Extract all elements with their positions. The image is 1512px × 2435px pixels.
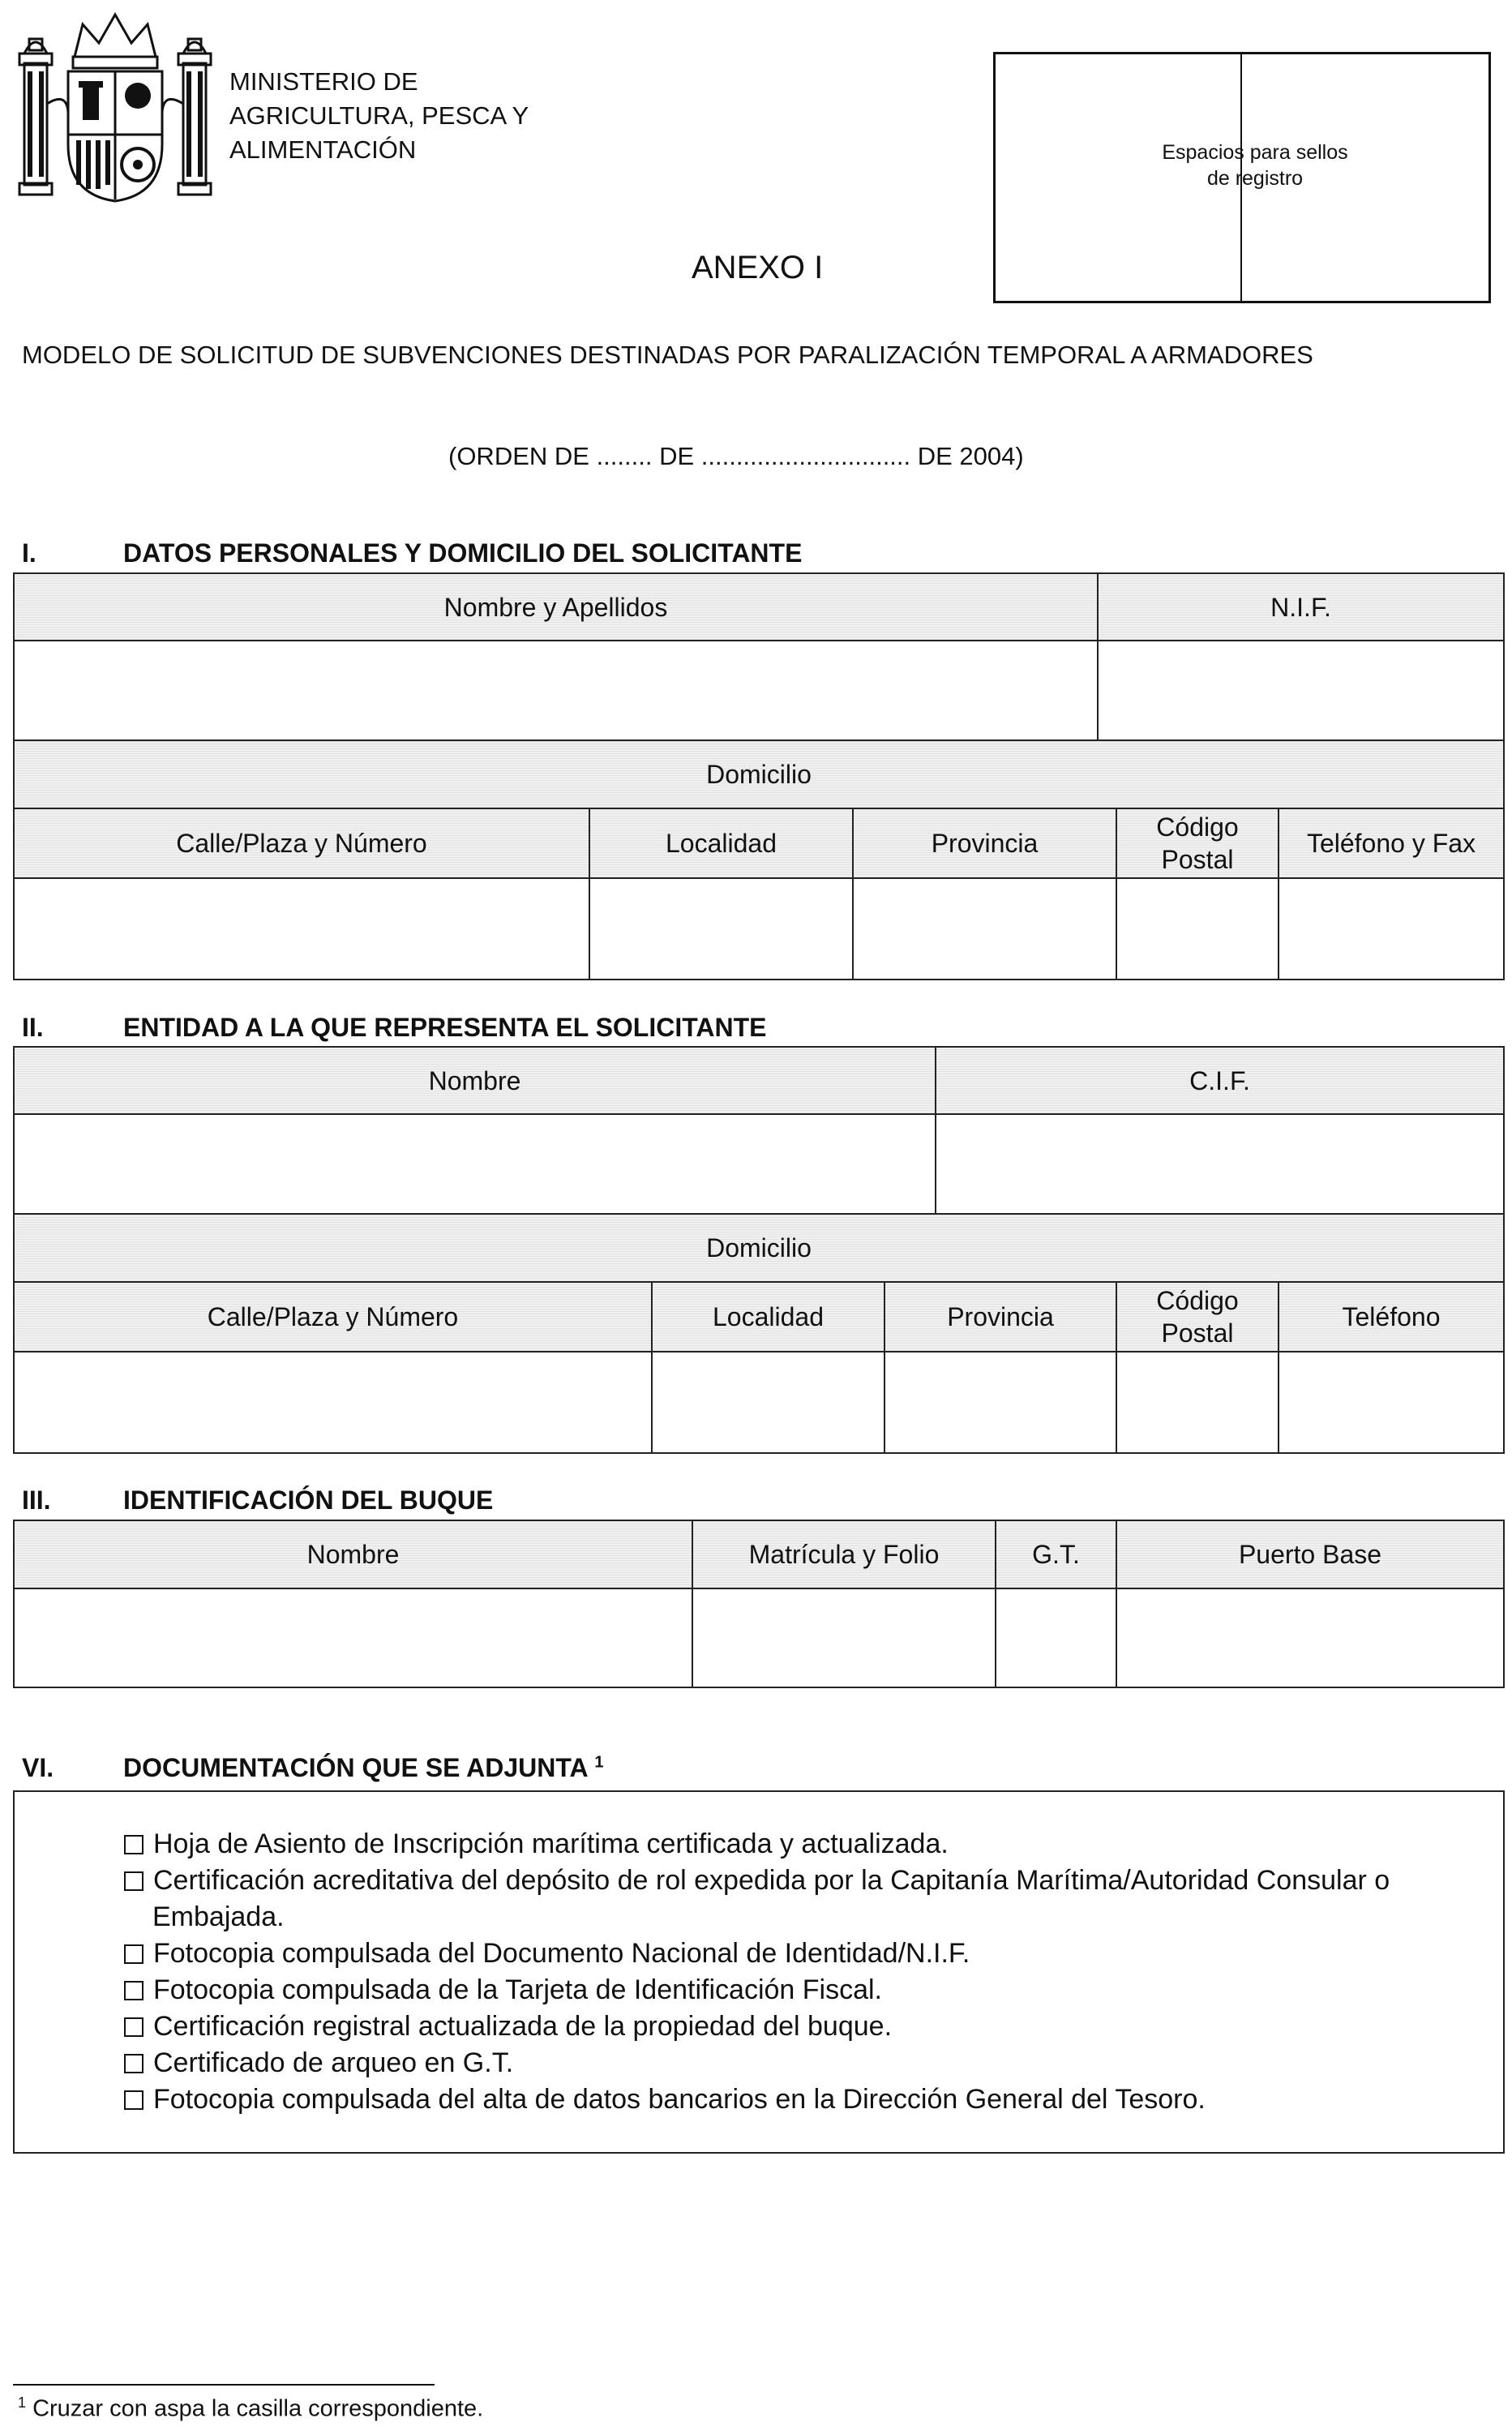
document-item-2[interactable] <box>124 1863 1390 1899</box>
applicant-street-field[interactable] <box>13 877 590 980</box>
checkbox-icon[interactable] <box>124 1835 143 1854</box>
vessel-registration-field[interactable] <box>692 1588 996 1688</box>
entity-province-field[interactable] <box>884 1351 1117 1454</box>
entity-name-header: Nombre <box>13 1046 936 1115</box>
document-item-6-label: Certificado de arqueo en G.T. <box>153 2047 514 2078</box>
entity-street-field[interactable] <box>13 1351 653 1454</box>
applicant-street-header: Calle/Plaza y Número <box>13 808 590 879</box>
footnote-number: 1 <box>18 2394 27 2411</box>
document-item-2-label: Certificación acreditativa del depósito de rol expedida por la Capitanía Marítima/Autoridad Consular o <box>153 1865 1390 1896</box>
document-item-1-label: Hoja de Asiento de Inscripción marítima certificada y actualizada. <box>153 1828 949 1859</box>
form-title: MODELO DE SOLICITUD DE SUBVENCIONES DESTINADAS POR PARALIZACIÓN TEMPORAL A ARMADORES <box>22 341 1313 369</box>
section-2-heading <box>22 1013 914 1045</box>
stamp-box-label-line-2: de registro <box>1206 167 1304 190</box>
checkbox-icon[interactable] <box>124 1944 143 1964</box>
section-3-heading <box>22 1485 914 1518</box>
section-4-title: DOCUMENTACIÓN QUE SE ADJUNTA <box>123 1753 588 1782</box>
vessel-name-header: Nombre <box>13 1520 693 1589</box>
applicant-town-header: Localidad <box>589 808 854 879</box>
section-1-number: I. <box>22 538 36 568</box>
document-item-7-label: Fotocopia compulsada del alta de datos bancarios en la Dirección General del Tesoro. <box>153 2084 1206 2115</box>
ministry-line-1: MINISTERIO DE <box>229 67 418 96</box>
section-2-title: ENTIDAD A LA QUE REPRESENTA EL SOLICITANTE <box>123 1013 767 1042</box>
checkbox-icon[interactable] <box>124 2090 143 2110</box>
document-item-3-label: Fotocopia compulsada del Documento Nacional de Identidad/N.I.F. <box>153 1938 970 1969</box>
section-1-heading <box>22 538 914 571</box>
document-item-7[interactable] <box>124 2081 1206 2118</box>
document-item-3[interactable] <box>124 1936 970 1972</box>
section-4-number: VI. <box>22 1753 54 1782</box>
applicant-name-field[interactable] <box>13 640 1099 741</box>
document-item-5[interactable] <box>124 2008 892 2045</box>
vessel-port-header: Puerto Base <box>1116 1520 1505 1589</box>
checkbox-icon[interactable] <box>124 1871 143 1891</box>
applicant-name-header: Nombre y Apellidos <box>13 572 1099 641</box>
entity-postcode-field[interactable] <box>1116 1351 1279 1454</box>
document-item-4-label: Fotocopia compulsada de la Tarjeta de Identificación Fiscal. <box>153 1974 882 2005</box>
vessel-port-field[interactable] <box>1116 1588 1505 1688</box>
entity-town-header: Localidad <box>651 1281 885 1353</box>
section-3-title: IDENTIFICACIÓN DEL BUQUE <box>123 1485 494 1515</box>
order-reference: (ORDEN DE ........ DE .............................. DE 2004) <box>448 442 1024 470</box>
entity-town-field[interactable] <box>651 1351 885 1454</box>
entity-postcode-label: Código Postal <box>1156 1286 1239 1348</box>
checkbox-icon[interactable] <box>124 1981 143 2000</box>
vessel-registration-header: Matrícula y Folio <box>692 1520 996 1589</box>
section-2-number: II. <box>22 1013 44 1042</box>
applicant-nif-header: N.I.F. <box>1097 572 1505 641</box>
document-item-1[interactable] <box>124 1826 949 1863</box>
documents-list-box <box>13 1790 1505 2154</box>
section-4-heading <box>22 1753 914 1786</box>
footnote <box>18 2394 483 2423</box>
applicant-nif-field[interactable] <box>1097 640 1505 741</box>
coat-of-arms-emblem <box>18 6 212 205</box>
vessel-name-field[interactable] <box>13 1588 693 1688</box>
applicant-town-field[interactable] <box>589 877 854 980</box>
stamp-box-label-line-1: Espacios para sellos <box>1162 141 1348 164</box>
section-1-title: DATOS PERSONALES Y DOMICILIO DEL SOLICITANTE <box>123 538 803 568</box>
footnote-text: Cruzar con aspa la casilla correspondiente. <box>32 2395 484 2422</box>
checkbox-icon[interactable] <box>124 2054 143 2073</box>
stamp-box-label <box>1158 139 1352 191</box>
ministry-line-3: ALIMENTACIÓN <box>229 135 417 164</box>
document-item-6[interactable] <box>124 2045 513 2081</box>
entity-cif-field[interactable] <box>935 1113 1505 1215</box>
ministry-line-2: AGRICULTURA, PESCA Y <box>229 101 529 130</box>
entity-province-header: Provincia <box>884 1281 1117 1353</box>
vessel-gt-field[interactable] <box>995 1588 1117 1688</box>
entity-address-header: Domicilio <box>13 1213 1505 1283</box>
applicant-province-field[interactable] <box>852 877 1117 980</box>
document-item-2-continuation: Embajada. <box>152 1901 285 1932</box>
checkbox-icon[interactable] <box>124 2017 143 2037</box>
entity-street-header: Calle/Plaza y Número <box>13 1281 653 1353</box>
footnote-divider <box>13 2384 435 2386</box>
vessel-gt-header: G.T. <box>995 1520 1117 1589</box>
entity-phone-field[interactable] <box>1278 1351 1505 1454</box>
entity-postcode-header <box>1116 1281 1279 1353</box>
applicant-postcode-field[interactable] <box>1116 877 1279 980</box>
entity-name-field[interactable] <box>13 1113 936 1215</box>
applicant-postcode-header <box>1116 808 1279 879</box>
annex-heading: ANEXO I <box>692 250 824 285</box>
applicant-phone-header: Teléfono y Fax <box>1278 808 1505 879</box>
entity-phone-header: Teléfono <box>1278 1281 1505 1353</box>
registry-stamp-box <box>993 52 1491 303</box>
document-item-4[interactable] <box>124 1972 882 2008</box>
applicant-postcode-label: Código Postal <box>1156 812 1239 874</box>
ministry-name <box>229 65 529 167</box>
applicant-address-header: Domicilio <box>13 740 1505 809</box>
document-item-5-label: Certificación registral actualizada de la propiedad del buque. <box>153 2011 893 2042</box>
section-3-number: III. <box>22 1485 51 1515</box>
footnote-reference: 1 <box>594 1753 604 1772</box>
entity-cif-header: C.I.F. <box>935 1046 1505 1115</box>
applicant-province-header: Provincia <box>852 808 1117 879</box>
applicant-phone-field[interactable] <box>1278 877 1505 980</box>
